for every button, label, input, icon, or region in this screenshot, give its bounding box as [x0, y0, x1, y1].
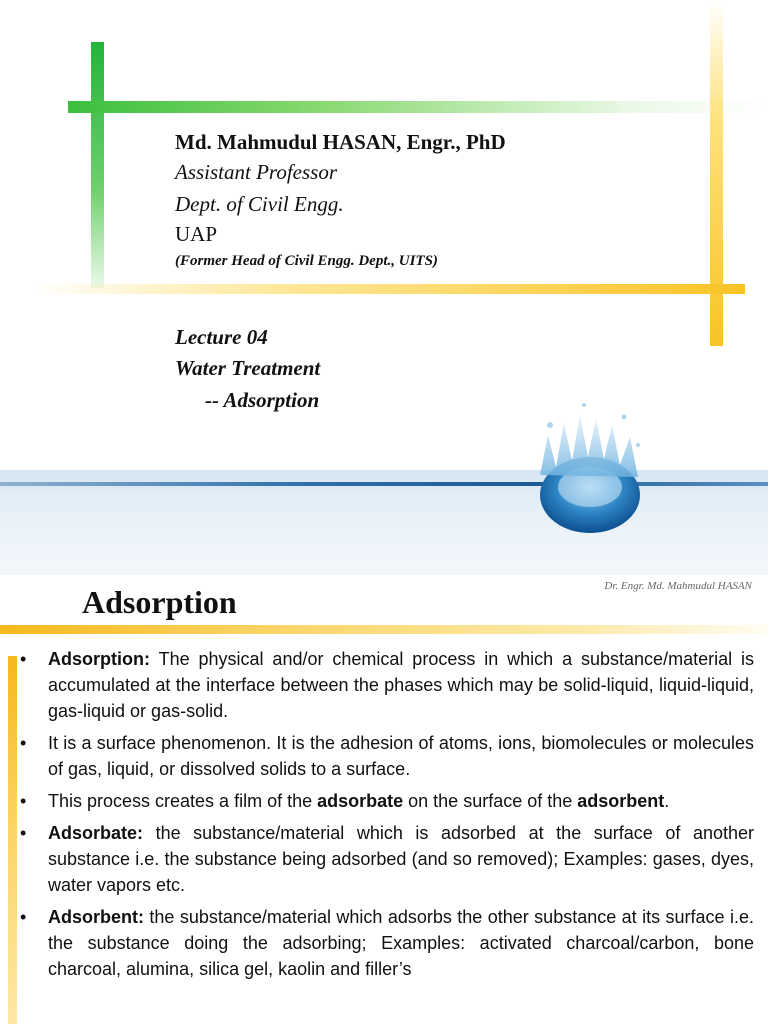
- yellow-title-underline: [0, 625, 768, 634]
- presenter-name: Md. Mahmudul HASAN, Engr., PhD: [175, 130, 506, 154]
- green-horizontal-bar: [68, 101, 768, 113]
- bullet-point: •: [20, 791, 27, 811]
- term-adsorption: Adsorption:: [48, 649, 150, 669]
- water-splash-image: [520, 395, 660, 555]
- term-adsorbent: adsorbent: [577, 791, 665, 811]
- term-adsorbate-def: Adsorbate:: [48, 823, 144, 843]
- bullet-adsorbate: [20, 820, 754, 898]
- bullet-point: •: [20, 907, 27, 927]
- lecture-number: Lecture 04: [175, 325, 268, 349]
- bullet-text: the substance/material which is adsorbed at the surface of another substance i.e. the substance being adsorbed (and so removed); Examples: gases, dyes, water vapors etc.: [48, 823, 754, 895]
- bullet-text: This process creates a film of the: [48, 791, 318, 811]
- bullet-surface-phenomenon: [20, 730, 754, 782]
- bullet-text: on the surface of the: [403, 791, 578, 811]
- bullet-adsorption: [20, 646, 754, 724]
- yellow-horizontal-bar: [30, 284, 745, 294]
- bullet-adsorbent: [20, 904, 754, 982]
- lecture-subtopic: -- Adsorption: [205, 388, 320, 412]
- bullet-text: The physical and/or chemical process in which a substance/material is accumulated at the interface between the phases which may be solid-liquid, liquid-liquid, gas-liquid or gas-solid.: [48, 649, 754, 721]
- term-adsorbate: adsorbate: [317, 791, 404, 811]
- presenter-former-role: (Former Head of Civil Engg. Dept., UITS): [175, 253, 438, 269]
- presenter-dept: Dept. of Civil Engg.: [175, 192, 344, 216]
- bullet-text: It is a surface phenomenon. It is the adhesion of atoms, ions, biomolecules or molecules of gas, liquid, or dissolved solids to a surface.: [48, 733, 754, 779]
- bullet-film: [20, 788, 754, 814]
- bullet-list: [20, 646, 754, 988]
- yellow-side-bar: [8, 656, 17, 1024]
- bullet-text: .: [664, 791, 670, 811]
- presenter-role: Assistant Professor: [175, 160, 337, 184]
- green-vertical-bar: [91, 42, 104, 288]
- bullet-point: •: [20, 823, 27, 843]
- presenter-institution: UAP: [175, 222, 218, 246]
- yellow-vertical-bar: [710, 0, 723, 346]
- content-slide: [0, 576, 768, 1024]
- slide-title: Adsorption: [82, 584, 237, 620]
- lecture-topic: Water Treatment: [175, 356, 321, 380]
- term-adsorbent-def: Adsorbent:: [48, 907, 144, 927]
- bullet-point: •: [20, 649, 27, 669]
- bullet-text: the substance/material which adsorbs the other substance at its surface i.e. the substance doing the adsorbing; Examples: activated charcoal/carbon, bone charcoal, alumina, silica gel, kaolin and filler’s: [48, 907, 754, 979]
- bullet-point: •: [20, 733, 27, 753]
- author-footer: Dr. Engr. Md. Mahmudul HASAN: [604, 580, 752, 592]
